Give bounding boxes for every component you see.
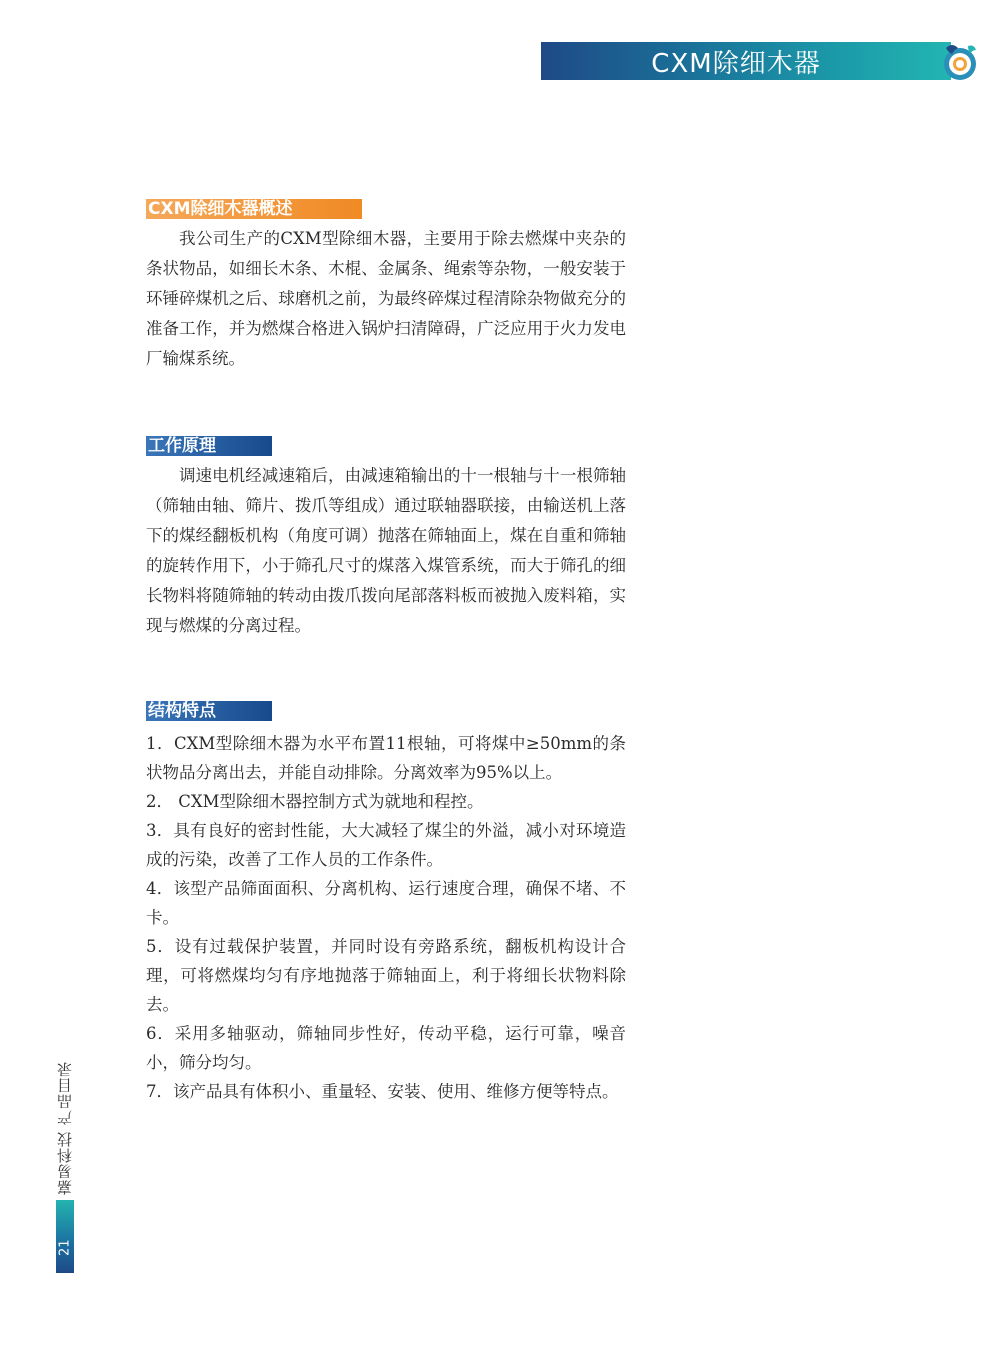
feature-item: 4．该型产品筛面面积、分离机构、运行速度合理，确保不堵、不卡。 [146,879,626,927]
principle-paragraph: 调速电机经减速箱后，由减速箱输出的十一根轴与十一根筛轴（筛轴由轴、筛片、拨爪等组成）通过联轴器联接，由输送机上落下的煤经翻板机构（角度可调）抛落在筛轴面上，煤在自重和筛轴的旋转作用下，小于筛孔尺寸的煤落入煤管系统，而大于筛孔的细长物料将随筛轴的转动由拨爪拨向尾部落料板而被抛入废料箱，实现与燃煤的分离过程。 [146,466,626,635]
feature-item: 1．CXM型除细木器为水平布置11根轴，可将煤中≥50mm的条状物品分离出去，并能自动排除。分离效率为95%以上。 [146,734,626,782]
features-list [146,729,626,1106]
page-title: CXM除细木器 [651,48,821,79]
page-title-banner [541,42,951,80]
principle-heading: 工作原理 [146,436,272,456]
overview-paragraph: 我公司生产的CXM型除细木器，主要用于除去燃煤中夹杂的条状物品，如细长木条、木棍、金属条、绳索等杂物，一般安装于环锤碎煤机之后、球磨机之前，为最终碎煤过程清除杂物做充分的准备工作，并为燃煤合格进入锅炉扫清障碍，广泛应用于火力发电厂输煤系统。 [146,229,626,368]
feature-item: 3．具有良好的密封性能，大大减轻了煤尘的外溢，减小对环境造成的污染，改善了工作人员的工作条件。 [146,821,626,869]
page-number-bar [56,1200,74,1273]
feature-item: 5．设有过载保护装置，并同时设有旁路系统，翻板机构设计合理，可将燃煤均匀有序地抛落于筛轴面上，利于将细长状物料除去。 [146,937,626,1014]
page-number: 21 [57,1239,73,1257]
company-logo-icon [938,40,982,84]
feature-item: 7．该产品具有体积小、重量轻、安装、使用、维修方便等特点。 [146,1082,619,1101]
feature-item: 2． CXM型除细木器控制方式为就地和程控。 [146,792,484,811]
features-heading: 结构特点 [146,701,272,721]
catalog-label: 嘉易科技 产品目录 [56,1061,74,1195]
overview-heading: CXM除细木器概述 [146,199,362,219]
feature-item: 6．采用多轴驱动，筛轴同步性好，传动平稳，运行可靠，噪音小，筛分均匀。 [146,1024,626,1072]
